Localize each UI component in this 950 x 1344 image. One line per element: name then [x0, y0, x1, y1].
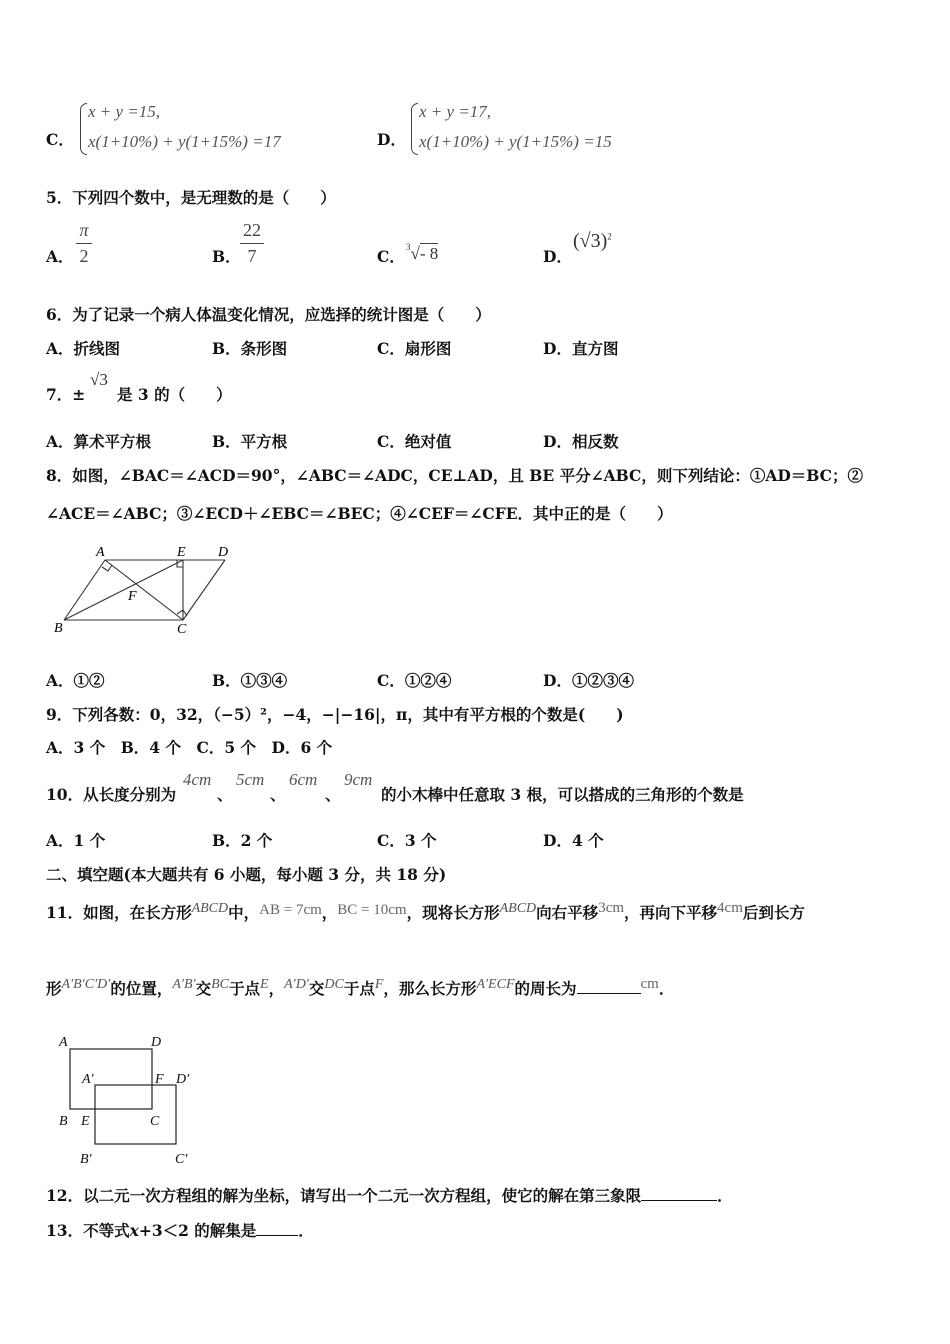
section2-heading: 二、填空题(本大题共有 6 小题，每小题 3 分，共 18 分) — [46, 865, 447, 884]
q12-end: ． — [717, 1186, 733, 1205]
q6-stem: 6．为了记录一个病人体温变化情况，应选择的统计图是（ ） — [46, 305, 491, 324]
q11-math-ab: AB = 7cm — [259, 902, 322, 918]
q11-text-u3: 交 — [195, 979, 212, 998]
q11-text-u6: 交 — [308, 979, 325, 998]
q13-mid: +3＜2 的解集是 — [138, 1221, 257, 1240]
q10-length-6cm: 6cm — [289, 770, 318, 789]
q4-option-c-label: C． — [46, 130, 74, 149]
q11-math-a1ecf: A′ECF — [476, 977, 515, 992]
q12-answer-blank[interactable] — [641, 1186, 717, 1201]
q4-option-c-eq2: x(1+10%) + y(1+15%) =17 — [88, 132, 281, 151]
q8-line-ac — [105, 560, 183, 620]
q5-option-a-fraction — [76, 220, 92, 267]
q11-rect-a1b1c1d1 — [95, 1085, 176, 1144]
q11-text-5: 向右平移 — [536, 903, 599, 922]
q11-text-u9: 的周长为 — [514, 979, 577, 998]
q11-text-6: ，再向下平移 — [624, 903, 718, 922]
q10-option-d: D．4 个 — [543, 831, 604, 850]
q5-option-c-root-index: 3 — [406, 242, 411, 252]
q5-option-a-den: 2 — [79, 246, 89, 266]
q11-label-a-prime: A' — [82, 1072, 94, 1087]
q5-option-b-den: 7 — [247, 246, 257, 266]
q7-option-d: D．相反数 — [543, 432, 619, 451]
q11-math-3cm: 3cm — [598, 900, 625, 916]
q5-option-b-bar — [240, 243, 264, 244]
q5-option-d-base: (√3) — [573, 230, 608, 252]
q8-label-a: A — [96, 545, 105, 560]
q10-length-9cm: 9cm — [344, 770, 373, 789]
q8-line-dc — [183, 560, 225, 620]
q5-stem: 5．下列四个数中，是无理数的是（ ） — [46, 188, 336, 207]
q13-var-x: x — [129, 1221, 139, 1240]
q5-option-d-label: D． — [543, 247, 572, 266]
q11-text-u2: 的位置， — [110, 979, 173, 998]
q5-option-b-fraction — [240, 220, 264, 267]
q13-answer-blank[interactable] — [256, 1221, 298, 1236]
q11-math-dc: DC — [324, 977, 344, 992]
q8-option-d: D．①②③④ — [543, 671, 634, 690]
q8-right-angle-c — [177, 610, 187, 616]
q11-text-2: 中， — [228, 903, 260, 922]
q11-label-f: F — [155, 1072, 164, 1087]
q10-option-b: B．2 个 — [212, 831, 273, 850]
q5-option-c-label: C． — [377, 247, 405, 266]
q11-text-u4: 于点 — [228, 979, 260, 998]
q6-option-d: D．直方图 — [543, 339, 619, 358]
q6-option-a: A．折线图 — [46, 339, 121, 358]
q7-option-a: A．算术平方根 — [46, 432, 152, 451]
q11-line1 — [46, 900, 805, 923]
q8-label-e: E — [177, 545, 186, 560]
q10-sep-2: 、 — [270, 785, 286, 804]
q10-option-a: A．1 个 — [46, 831, 106, 850]
q11-text-u8: ，那么长方形 — [383, 979, 477, 998]
q11-math-cm: cm — [640, 976, 659, 992]
q7-option-b: B．平方根 — [212, 432, 288, 451]
q11-text-4: ，现将长方形 — [406, 903, 500, 922]
q11-label-c: C — [150, 1114, 160, 1129]
q5-option-d-expr — [573, 230, 612, 253]
q11-text-7: 后到长方 — [742, 903, 805, 922]
q4-option-c-eq1: x + y =15, — [88, 102, 161, 121]
q11-math-a1d1: A′D′ — [284, 977, 309, 992]
q4-option-c-brace — [80, 103, 87, 155]
q11-math-a1b1: A′B′ — [172, 977, 196, 992]
q6-option-c: C．扇形图 — [377, 339, 452, 358]
q10-prefix: 10．从长度分别为 — [46, 785, 177, 804]
q13-end: ． — [298, 1221, 314, 1240]
q5-option-a-num: π — [79, 220, 89, 240]
q11-text-1: 11．如图，在长方形 — [46, 903, 192, 922]
q11-rectangles-figure — [55, 1030, 205, 1170]
q9-stem: 9．下列各数：0，32，（−5）²，−4，−|−16|，π，其中有平方根的个数是( ) — [46, 705, 624, 724]
q7-prefix: 7．± — [46, 385, 86, 404]
q5-option-c-root — [406, 242, 438, 264]
q8-line1: 8．如图，∠BAC＝∠ACD＝90°，∠ABC＝∠ADC，CE⊥AD，且 BE 平分∠ABC，则下列结论：①AD＝BC；② — [46, 466, 864, 485]
q11-answer-blank[interactable] — [577, 979, 641, 994]
q11-label-d-prime: D' — [176, 1072, 190, 1087]
q8-label-c: C — [177, 622, 187, 637]
q11-math-bc: BC = 10cm — [337, 902, 407, 918]
q11-label-e: E — [81, 1114, 90, 1129]
q8-option-a: A．①② — [46, 671, 105, 690]
q11-label-c-prime: C' — [175, 1152, 188, 1167]
q8-label-b: B — [54, 621, 63, 636]
q12-stem — [46, 1184, 733, 1206]
q10-sep-3: 、 — [325, 785, 341, 804]
q10-length-4cm: 4cm — [183, 770, 212, 789]
q8-line2: ∠ACE＝∠ABC；③∠ECD＋∠EBC＝∠BEC；④∠CEF＝∠CFE．其中正的是（ ） — [46, 504, 673, 523]
q6-option-b: B．条形图 — [212, 339, 288, 358]
q9-options: A．3 个 B．4 个 C．5 个 D．6 个 — [46, 738, 333, 757]
q5-option-d-exp: 2 — [607, 231, 612, 242]
q7-radical: √3 — [90, 370, 108, 389]
q5-option-c-radicand: - 8 — [419, 244, 439, 263]
q8-label-d: D — [218, 545, 229, 560]
q11-label-b: B — [59, 1114, 68, 1129]
q12-text: 12．以二元一次方程组的解为坐标，请写出一个二元一次方程组，使它的解在第三象限 — [46, 1186, 642, 1205]
q8-label-f: F — [128, 589, 137, 604]
q11-math-a1b1c1d1: A′B′C′D′ — [61, 977, 111, 992]
q10-option-c: C．3 个 — [377, 831, 437, 850]
q4-option-d-brace — [411, 103, 418, 155]
q4-option-d-label: D． — [377, 130, 406, 149]
q11-label-a: A — [59, 1035, 68, 1050]
q13-stem — [46, 1219, 314, 1241]
q10-suffix: 的小木棒中任意取 3 根，可以搭成的三角形的个数是 — [381, 785, 744, 804]
q4-option-d-eq2: x(1+10%) + y(1+15%) =15 — [419, 132, 612, 151]
q11-text-3: ， — [321, 903, 338, 922]
q7-suffix: 是 3 的（ ） — [117, 385, 232, 404]
q11-text-u1: 形 — [46, 979, 62, 998]
q11-line2 — [46, 976, 674, 999]
q10-length-5cm: 5cm — [236, 770, 265, 789]
q11-math-bc-2: BC — [211, 977, 229, 992]
q13-pre: 13．不等式 — [46, 1221, 130, 1240]
q11-label-b-prime: B' — [80, 1152, 92, 1167]
q8-right-angle-a — [102, 565, 112, 571]
q8-parallelogram-figure — [50, 540, 250, 640]
q7-option-c: C．绝对值 — [377, 432, 452, 451]
q5-option-b-label: B． — [212, 247, 241, 266]
q8-line-be — [64, 560, 183, 620]
q11-text-u5: ， — [268, 979, 285, 998]
q8-option-b: B．①③④ — [212, 671, 288, 690]
q5-option-b-num: 22 — [243, 220, 261, 240]
q11-math-e: E — [260, 977, 269, 992]
q5-option-a-label: A． — [46, 247, 74, 266]
q10-sep-1: 、 — [217, 785, 233, 804]
q11-label-d: D — [151, 1035, 162, 1050]
q4-option-d-eq1: x + y =17, — [419, 102, 492, 121]
radical-sign-icon: √ — [410, 244, 420, 263]
q5-option-a-bar — [76, 243, 92, 244]
q8-option-c: C．①②④ — [377, 671, 452, 690]
q11-text-u7: 于点 — [343, 979, 375, 998]
q11-math-abcd-2: ABCD — [499, 901, 537, 916]
q11-math-abcd: ABCD — [191, 901, 229, 916]
q11-math-f: F — [374, 977, 384, 992]
q8-line-ab — [64, 560, 105, 620]
q11-text-u10: ． — [658, 979, 675, 998]
q11-math-4cm: 4cm — [717, 900, 743, 916]
